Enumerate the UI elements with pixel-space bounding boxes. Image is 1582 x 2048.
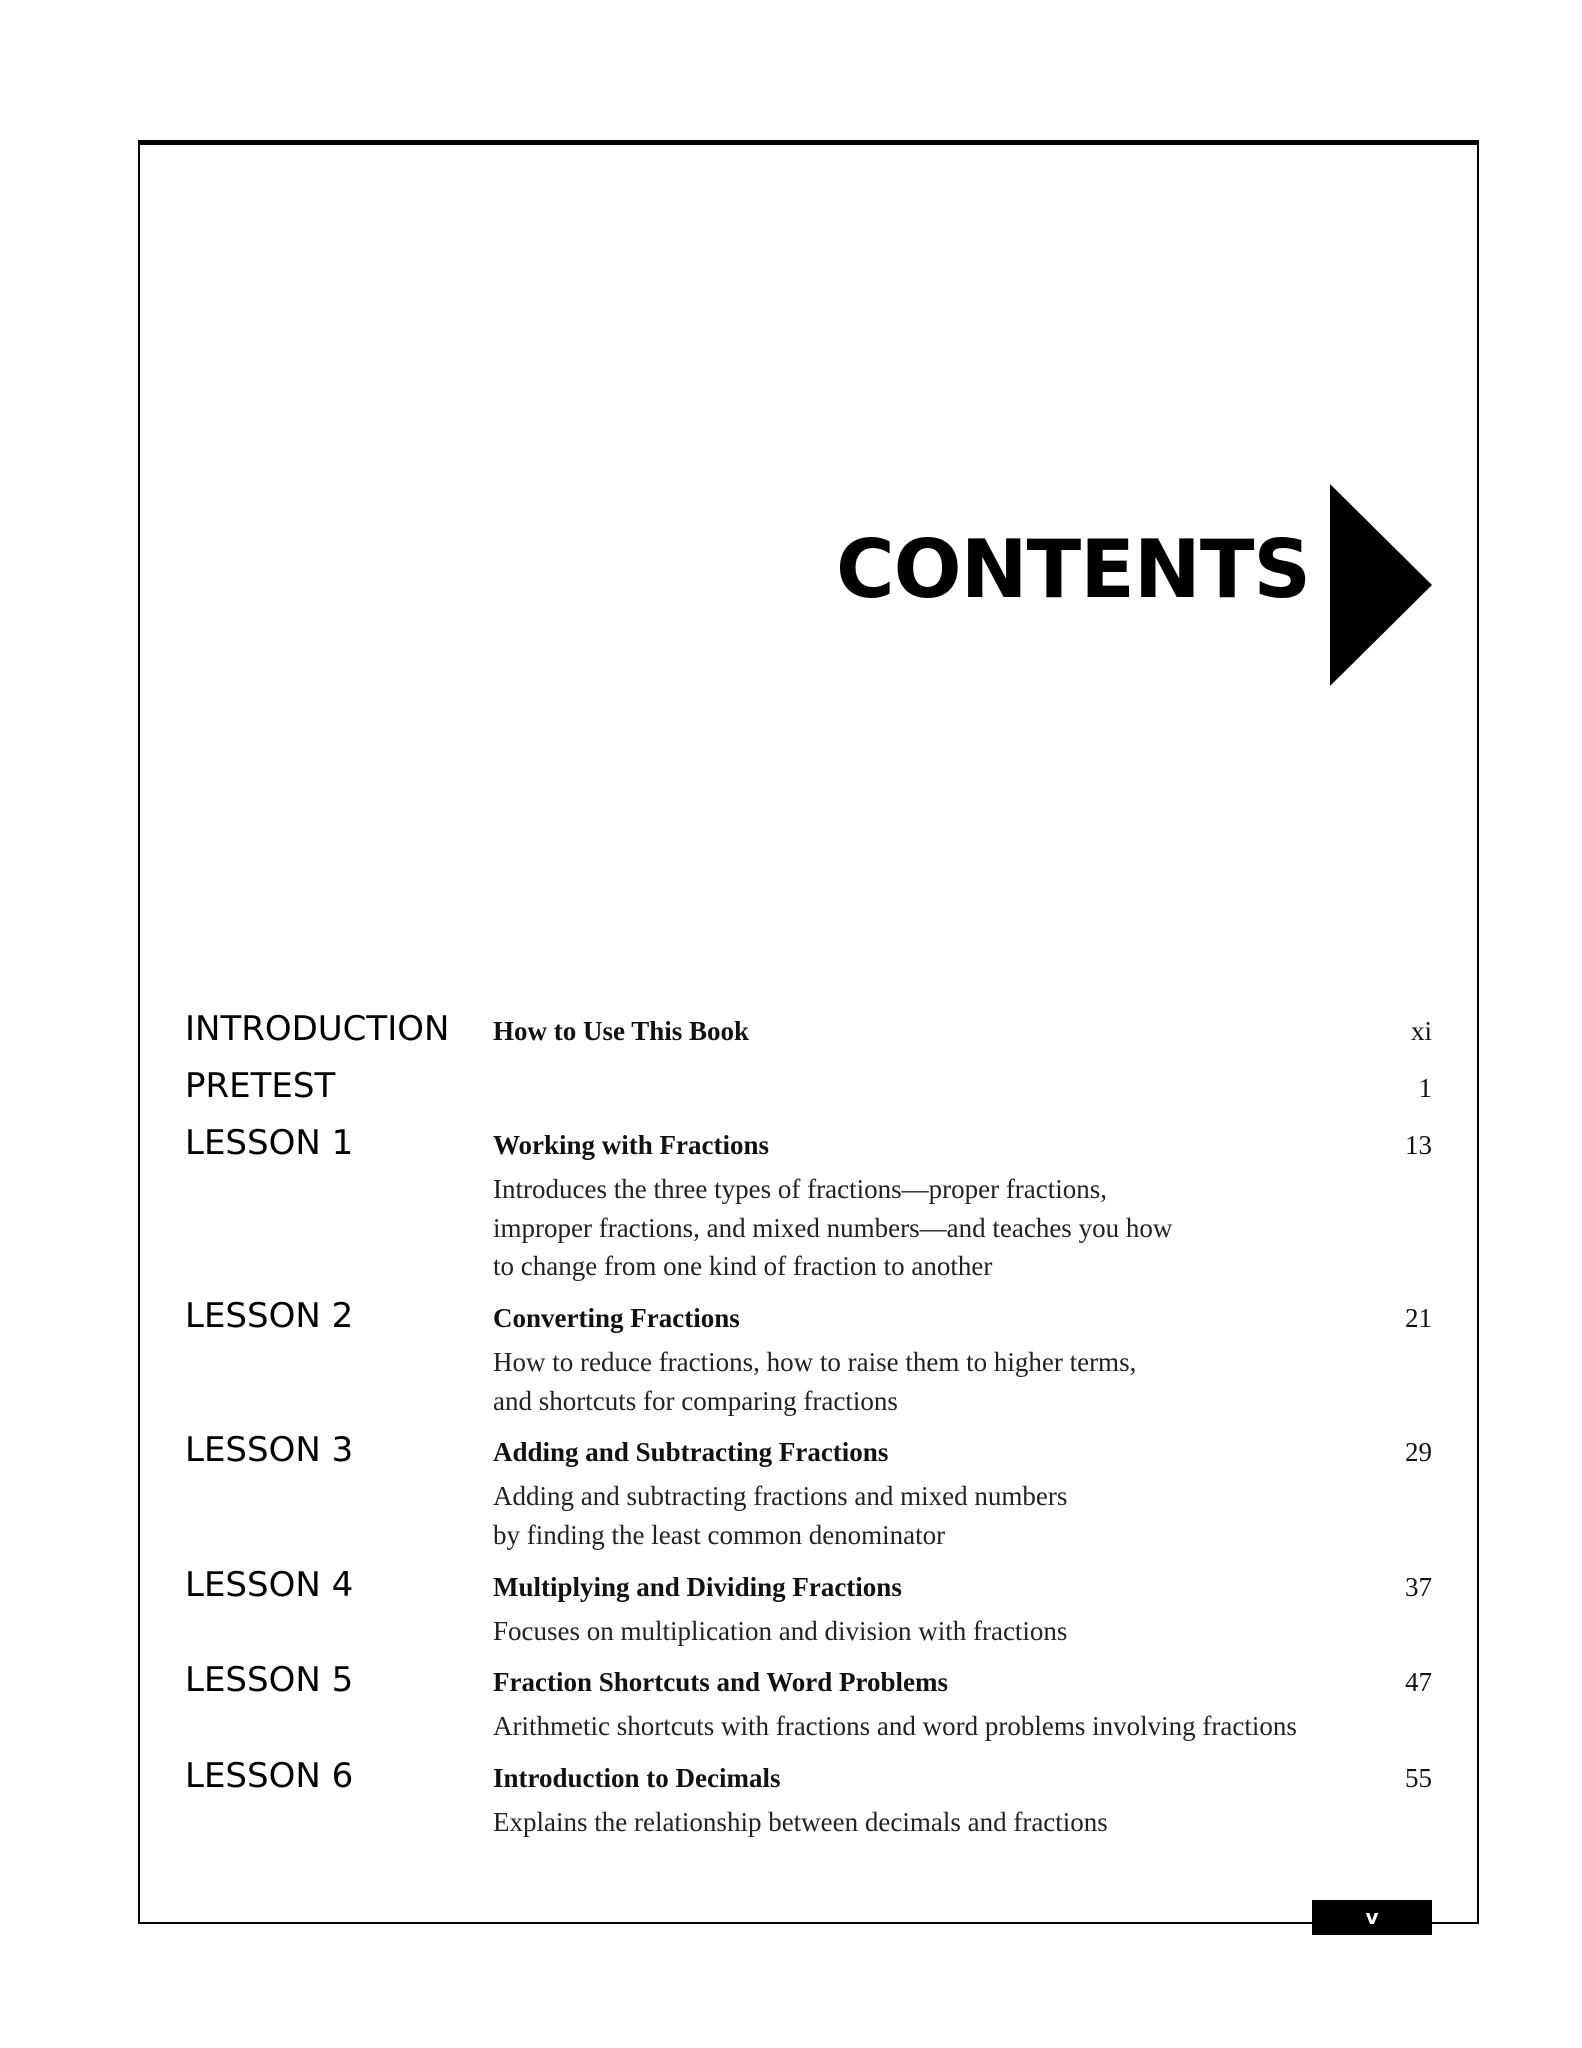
entry-label: LESSON 1 — [185, 1123, 354, 1163]
entry-title[interactable]: How to Use This Book — [493, 1016, 750, 1046]
entry-label: LESSON 2 — [185, 1296, 354, 1336]
entry-label: LESSON 5 — [185, 1660, 354, 1700]
entry-description: Arithmetic shortcuts with fractions and word problems involving fractions — [493, 1711, 1297, 1741]
entry-label: LESSON 3 — [185, 1430, 354, 1470]
entry-page-number[interactable]: 29 — [1405, 1437, 1432, 1467]
entry-page-number[interactable]: 1 — [1418, 1073, 1432, 1103]
entry-page-number[interactable]: 55 — [1405, 1763, 1432, 1793]
entry-label: PRETEST — [185, 1066, 336, 1106]
entry-title[interactable]: Introduction to Decimals — [493, 1763, 781, 1793]
entry-description: Explains the relationship between decimals and fractions — [493, 1807, 1108, 1837]
entry-description: Adding and subtracting fractions and mixed numbers by finding the least common denominator — [493, 1481, 1068, 1550]
entry-page-number[interactable]: 13 — [1405, 1130, 1432, 1160]
entry-page-number[interactable]: xi — [1410, 1016, 1432, 1046]
entry-title[interactable]: Fraction Shortcuts and Word Problems — [493, 1667, 949, 1697]
entry-title[interactable]: Converting Fractions — [493, 1303, 740, 1333]
page-title: CONTENTS — [835, 523, 1310, 616]
entry-label: INTRODUCTION — [185, 1009, 450, 1049]
page-number-tab: v — [1312, 1900, 1432, 1935]
entry-title[interactable]: Multiplying and Dividing Fractions — [493, 1572, 902, 1602]
entry-page-number[interactable]: 21 — [1405, 1303, 1432, 1333]
entry-title[interactable]: Adding and Subtracting Fractions — [493, 1437, 889, 1467]
entry-label: LESSON 4 — [185, 1565, 354, 1605]
entry-page-number[interactable]: 47 — [1405, 1667, 1432, 1697]
entry-title[interactable]: Working with Fractions — [493, 1130, 770, 1160]
entry-label: LESSON 6 — [185, 1756, 354, 1796]
entry-page-number[interactable]: 37 — [1405, 1572, 1432, 1602]
entry-description: Focuses on multiplication and division with fractions — [493, 1616, 1068, 1646]
entry-description: Introduces the three types of fractions—proper fractions, improper fractions, and mixed numbers—and teaches you how to change from one kind of fraction to another — [493, 1174, 1173, 1281]
arrow-right-icon — [1330, 484, 1432, 686]
entry-description: How to reduce fractions, how to raise them to higher terms, and shortcuts for comparing fractions — [493, 1347, 1137, 1416]
